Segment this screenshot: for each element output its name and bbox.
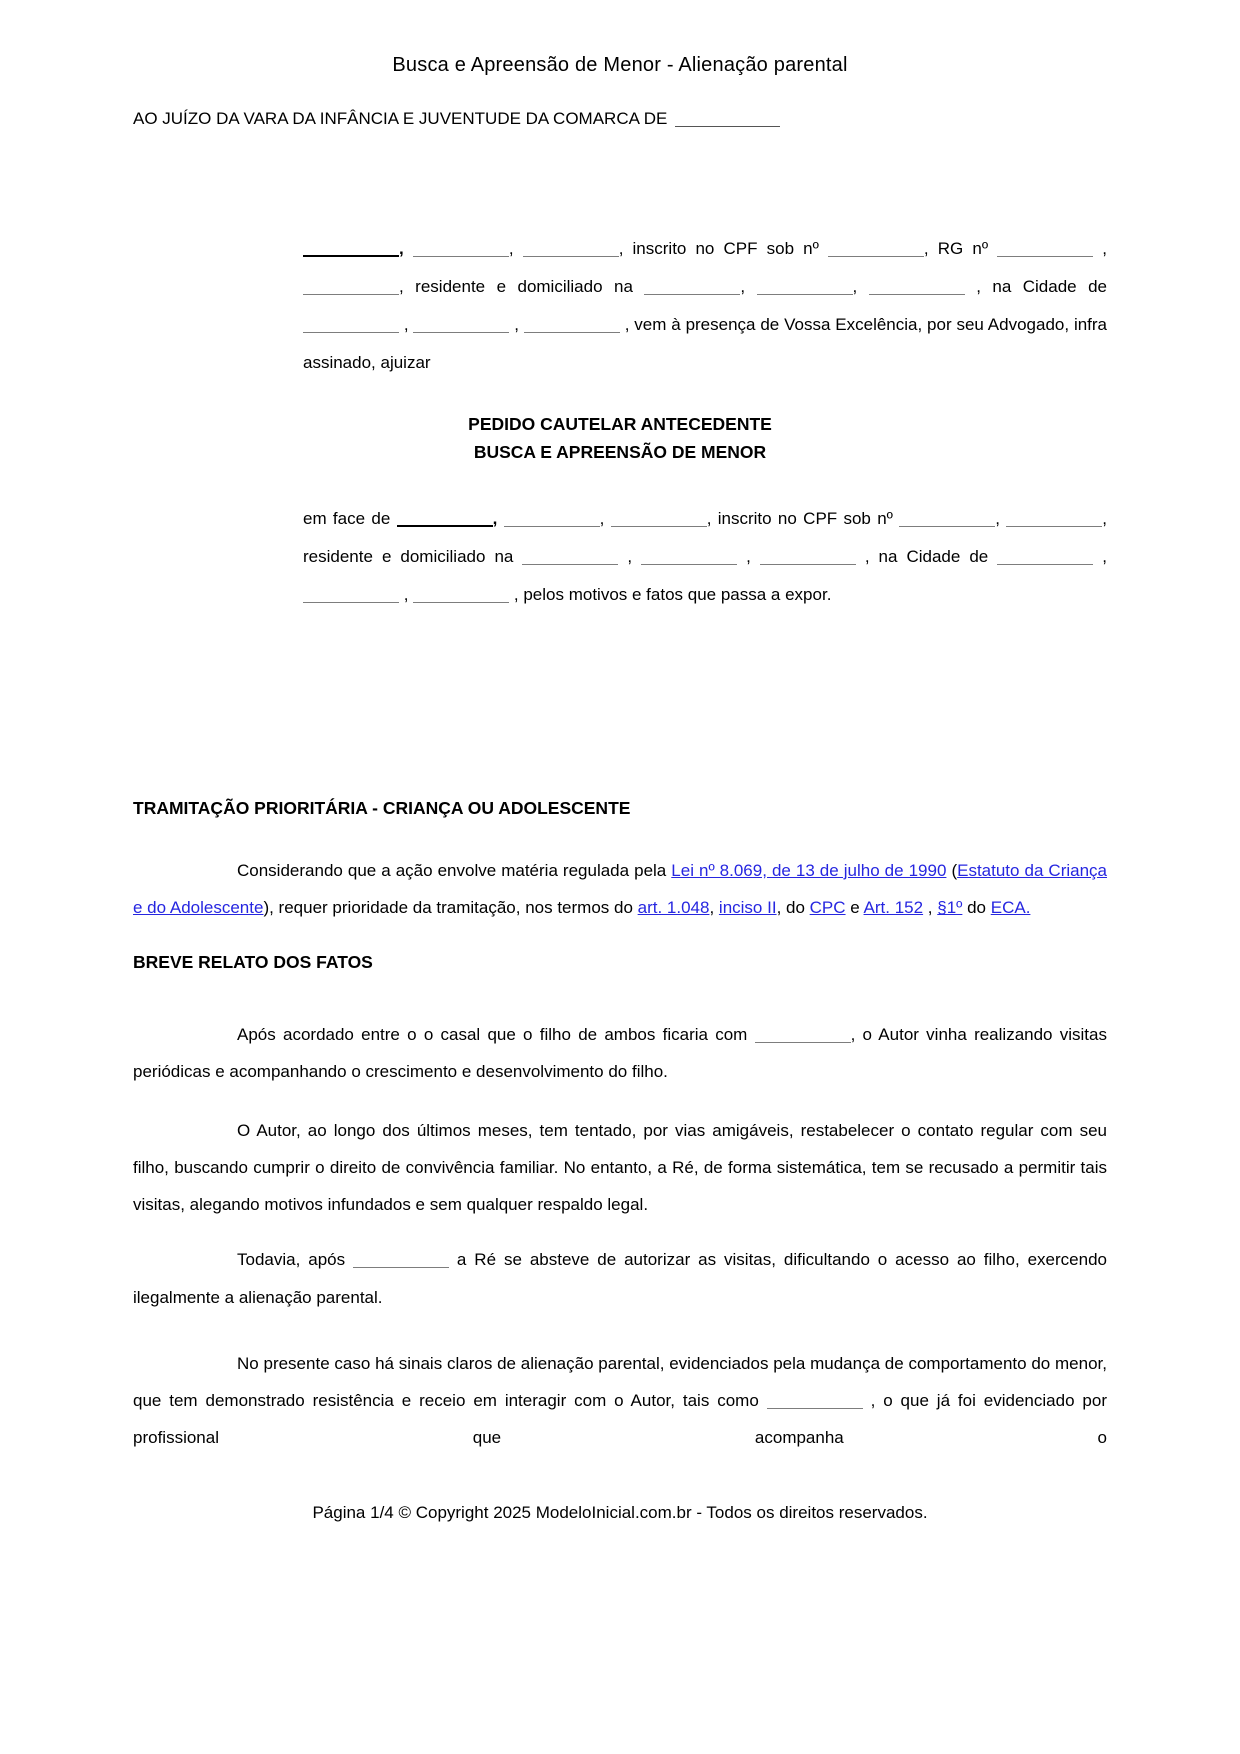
legal-reference-link[interactable]: ECA. xyxy=(990,898,1031,917)
blank-field xyxy=(641,553,737,565)
petition-heading xyxy=(133,410,1107,466)
section-heading-priority: TRAMITAÇÃO PRIORITÁRIA - CRIANÇA OU ADOLESCENTE xyxy=(133,798,631,818)
blank-field xyxy=(413,321,509,333)
legal-reference-link[interactable]: §1º xyxy=(937,898,963,917)
addressee-line xyxy=(133,108,1107,130)
blank-field xyxy=(869,283,965,295)
blank-field xyxy=(828,245,924,257)
legal-reference-link[interactable]: Lei nº 8.069, de 13 de julho de 1990 xyxy=(671,861,947,880)
blank-field xyxy=(767,1397,863,1409)
blank-field xyxy=(755,1031,851,1043)
facts-paragraph-3: Todavia, após a Ré se absteve de autorizar as visitas, dificultando o acesso ao filho, exercendo ilegalmente a alienação parental. xyxy=(133,1250,1107,1307)
blank-field xyxy=(523,245,619,257)
blank-field xyxy=(413,245,509,257)
blank-field xyxy=(303,245,399,257)
blank-field xyxy=(611,515,707,527)
blank-field xyxy=(997,245,1093,257)
blank-field xyxy=(899,515,995,527)
bold-text: , xyxy=(399,239,413,258)
facts-paragraph-1: Após acordado entre o o casal que o filho de ambos ficaria com , o Autor vinha realizando visitas periódicas e acompanhando o crescimento e desenvolvimento do filho. xyxy=(133,1025,1107,1081)
legal-reference-link[interactable]: Estatuto da Criança e do Adolescente xyxy=(133,861,1108,917)
blank-field xyxy=(757,283,853,295)
petition-heading-line1: PEDIDO CAUTELAR ANTECEDENTE xyxy=(468,414,772,434)
addressee-text: AO JUÍZO DA VARA DA INFÂNCIA E JUVENTUDE DA COMARCA DE xyxy=(133,109,668,128)
priority-paragraph: Considerando que a ação envolve matéria regulada pela Lei nº 8.069, de 13 de julho de 1990 (Estatuto da Criança e do Adolescente), requer prioridade da tramitação, nos termos do art. 1.048, inciso II, do CPC e Art. 152 , §1º do ECA. xyxy=(133,861,1108,917)
blank-field xyxy=(1006,515,1102,527)
blank-field xyxy=(997,553,1093,565)
page-footer: Página 1/4 © Copyright 2025 ModeloInicial.com.br - Todos os direitos reservados. xyxy=(312,1503,928,1522)
blank-field xyxy=(524,321,620,333)
blank-field xyxy=(303,321,399,333)
blank-field xyxy=(675,115,780,127)
legal-reference-link[interactable]: art. 1.048 xyxy=(637,898,710,917)
blank-field xyxy=(303,591,399,603)
plaintiff-qualification-paragraph: , , , inscrito no CPF sob nº , RG nº , , residente e domiciliado na , , , na Cidade de , , , vem à presença de Vossa Excelência, por seu Advogado, infra assinado, ajuizar xyxy=(303,239,1108,372)
defendant-qualification-paragraph: em face de , , , inscrito no CPF sob nº , , residente e domiciliado na , , , na Cidade de , , , pelos motivos e fatos que passa a expor. xyxy=(303,509,1107,604)
blank-field xyxy=(504,515,600,527)
legal-reference-link[interactable]: CPC xyxy=(809,898,846,917)
petition-heading-line2: BUSCA E APREENSÃO DE MENOR xyxy=(473,442,767,462)
blank-field xyxy=(644,283,740,295)
blank-field xyxy=(397,515,493,527)
section-heading-facts: BREVE RELATO DOS FATOS xyxy=(133,952,373,972)
legal-reference-link[interactable]: inciso II xyxy=(718,898,777,917)
blank-field xyxy=(303,283,399,295)
document-title: Busca e Apreensão de Menor - Alienação parental xyxy=(392,54,848,76)
blank-field xyxy=(353,1256,449,1268)
blank-field xyxy=(522,553,618,565)
facts-paragraph-4: No presente caso há sinais claros de alienação parental, evidenciados pela mudança de comportamento do menor, que tem demonstrado resistência e receio em interagir com o Autor, tais como , o que já foi evidenciado por profissional que acompanha o xyxy=(133,1354,1107,1447)
facts-paragraph-2: O Autor, ao longo dos últimos meses, tem tentado, por vias amigáveis, restabelecer o contato regular com seu filho, buscando cumprir o direito de convivência familiar. No entanto, a Ré, de forma sistemática, tem se recusado a permitir tais visitas, alegando motivos infundados e sem qualquer respaldo legal. xyxy=(133,1121,1107,1214)
bold-text: , xyxy=(492,509,504,528)
blank-field xyxy=(760,553,856,565)
blank-field xyxy=(413,591,509,603)
legal-reference-link[interactable]: Art. 152 xyxy=(863,898,924,917)
